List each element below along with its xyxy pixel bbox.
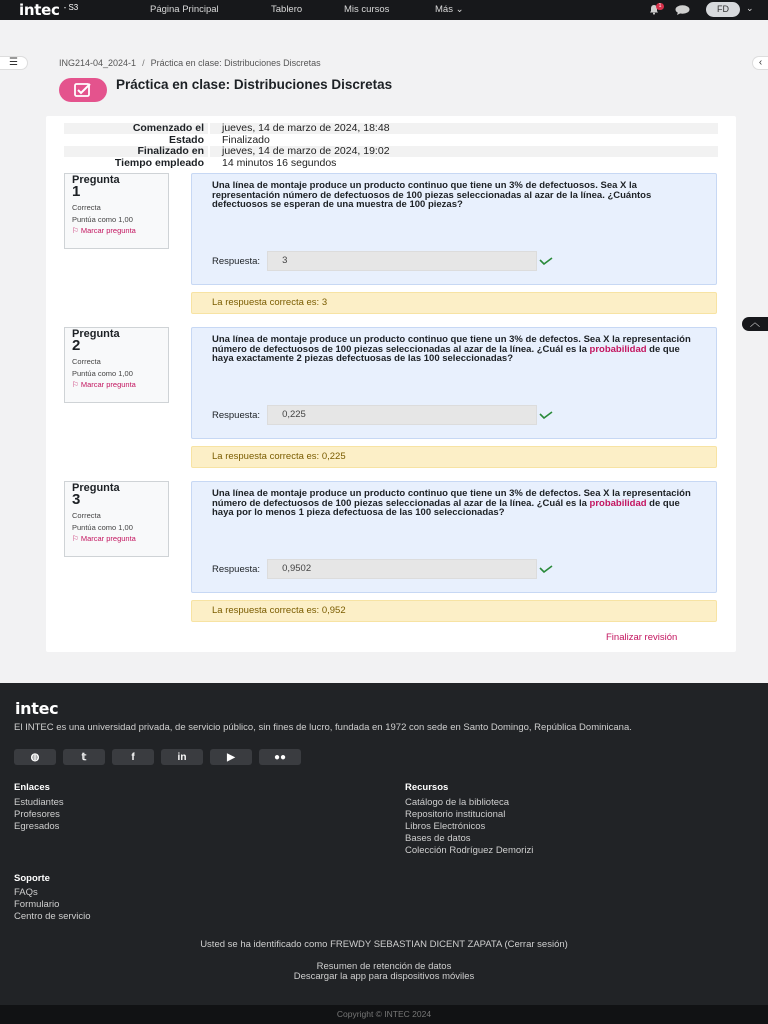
- footer-link[interactable]: Centro de servicio: [14, 911, 91, 922]
- soporte-heading: Soporte: [14, 873, 50, 884]
- answer-input[interactable]: 0,9502: [267, 559, 537, 579]
- nav-my-courses[interactable]: Mis cursos: [344, 4, 390, 15]
- answer-row: [212, 559, 553, 579]
- summary-row: [64, 146, 718, 157]
- summary-label: Comenzado el: [64, 123, 210, 134]
- answer-label: Respuesta:: [212, 255, 261, 267]
- breadcrumb-separator: /: [142, 58, 145, 68]
- feedback-correct-answer: La respuesta correcta es: 3: [191, 292, 717, 314]
- answer-label: Respuesta:: [212, 563, 261, 575]
- flag-question-button[interactable]: [72, 535, 161, 543]
- question-index: 1: [72, 183, 81, 200]
- footer-link[interactable]: FAQs: [14, 887, 38, 898]
- facebook-icon: f: [131, 751, 135, 763]
- summary-value: jueves, 14 de marzo de 2024, 18:48: [222, 122, 390, 134]
- nav-dashboard[interactable]: Tablero: [271, 4, 303, 15]
- footer-link[interactable]: Catálogo de la biblioteca: [405, 797, 510, 808]
- campus-label: - S3: [63, 3, 79, 12]
- course-index-toggle[interactable]: [0, 56, 28, 70]
- chevron-left-icon: ‹: [758, 57, 763, 68]
- question-index: 3: [72, 491, 81, 508]
- flag-label: Marcar pregunta: [80, 380, 136, 389]
- back-to-top-button[interactable]: [742, 317, 768, 331]
- nav-more[interactable]: [435, 4, 464, 15]
- breadcrumb-course[interactable]: ING214-04_2024-1: [59, 58, 137, 68]
- nav-home[interactable]: Página Principal: [150, 4, 219, 15]
- flag-question-button[interactable]: [72, 227, 161, 235]
- answer-input[interactable]: 0,225: [267, 405, 537, 425]
- question-points: Puntúa como 1,00: [72, 215, 133, 224]
- block-drawer-toggle[interactable]: [752, 56, 768, 70]
- top-navbar: [0, 0, 768, 20]
- question-box-1: [191, 173, 717, 285]
- breadcrumb: [59, 58, 321, 68]
- footer-logo: intec: [15, 699, 59, 718]
- flag-label: Marcar pregunta: [80, 226, 136, 235]
- footer-link[interactable]: Estudiantes: [14, 797, 64, 808]
- nav-more-label: Más: [435, 4, 453, 15]
- summary-value: 14 minutos 16 segundos: [222, 156, 337, 169]
- copyright: Copyright © INTEC 2024: [0, 1005, 768, 1024]
- answer-input[interactable]: 3: [267, 251, 537, 271]
- globe-icon: ◍: [30, 751, 40, 763]
- footer-link[interactable]: Profesores: [14, 809, 60, 820]
- question-highlight[interactable]: probabilidad: [589, 343, 647, 355]
- flickr-icon: ●●: [273, 751, 287, 763]
- enlaces-heading: Enlaces: [14, 782, 50, 793]
- youtube-button[interactable]: [210, 749, 252, 765]
- user-avatar[interactable]: FD: [706, 2, 740, 17]
- question-text-part: de que haya exactamente 2 piezas defectuosas de las 100 seleccionadas?: [212, 343, 680, 365]
- flag-question-button[interactable]: [72, 381, 161, 389]
- chevron-down-icon: ⌄: [455, 4, 464, 15]
- soporte-list: [14, 887, 91, 923]
- summary-value: jueves, 14 de marzo de 2024, 19:02: [222, 145, 390, 158]
- chevron-down-icon[interactable]: ⌄: [746, 3, 754, 13]
- mobile-app-link[interactable]: Descargar la app para dispositivos móviles: [293, 971, 475, 982]
- summary-value: Finalizado: [222, 133, 270, 146]
- youtube-icon: ▶: [227, 751, 235, 763]
- footer: [0, 683, 768, 1024]
- linkedin-icon: in: [177, 751, 187, 763]
- question-status: Correcta: [72, 511, 101, 520]
- recursos-list: [405, 797, 533, 857]
- check-icon: [539, 565, 553, 573]
- enlaces-list: [14, 797, 64, 833]
- answer-row: [212, 405, 553, 425]
- social-links: [14, 749, 301, 765]
- question-highlight[interactable]: probabilidad: [589, 497, 647, 509]
- question-points: Puntúa como 1,00: [72, 523, 133, 532]
- breadcrumb-quiz[interactable]: Práctica en clase: Distribuciones Discretas: [150, 58, 321, 68]
- footer-link[interactable]: Egresados: [14, 821, 60, 832]
- question-points: Puntúa como 1,00: [72, 369, 133, 378]
- question-text: [212, 489, 702, 518]
- data-retention-link[interactable]: Resumen de retención de datos: [316, 961, 452, 972]
- question-text: [212, 181, 702, 210]
- question-box-3: [191, 481, 717, 593]
- summary-label: Tiempo empleado: [64, 158, 210, 169]
- question-info-2: [64, 327, 169, 403]
- question-index: 2: [72, 337, 81, 354]
- question-box-2: [191, 327, 717, 439]
- question-text-part: Una línea de montaje produce un producto continuo que tiene un 3% de defectuosos. Sea X la representación número de defectuosos de 100 piezas seleccionadas al azar de la línea. ¿Cuántos defectuosos se esperan de una muestra de 100 piezas?: [212, 180, 652, 211]
- question-text: [212, 335, 702, 364]
- twitter-icon: 𝕥: [81, 751, 87, 763]
- finish-review-link[interactable]: Finalizar revisión: [606, 632, 678, 643]
- summary-row: [64, 135, 718, 146]
- summary-row: [64, 158, 718, 169]
- flag-icon: ⚐: [72, 226, 79, 235]
- footer-link[interactable]: Bases de datos: [405, 833, 471, 844]
- footer-description: El INTEC es una universidad privada, de servicio público, sin fines de lucro, fundada en 1972 con sede en Santo Domingo, República Dominicana.: [14, 722, 632, 733]
- flag-icon: ⚐: [72, 534, 79, 543]
- question-label: Pregunta: [72, 328, 120, 340]
- linkedin-button[interactable]: [161, 749, 203, 765]
- website-button[interactable]: [14, 749, 56, 765]
- facebook-button[interactable]: [112, 749, 154, 765]
- chat-icon[interactable]: [675, 5, 690, 15]
- quiz-icon: [59, 78, 107, 102]
- flickr-button[interactable]: [259, 749, 301, 765]
- question-status: Correcta: [72, 357, 101, 366]
- question-label: Pregunta: [72, 482, 120, 494]
- footer-link[interactable]: Repositorio institucional: [405, 809, 506, 820]
- question-text-part: Una línea de montaje produce un producto continuo que tiene un 3% de defectos. Sea X la representación número de defectuosos de 100 piezas seleccionadas al azar de la línea. ¿Cuál es la: [212, 488, 691, 509]
- question-number: [72, 329, 161, 353]
- check-icon: [539, 257, 553, 265]
- question-status: Correcta: [72, 203, 101, 212]
- twitter-button[interactable]: [63, 749, 105, 765]
- summary-label: Finalizado en: [64, 146, 210, 157]
- chevron-up-icon: ︿: [750, 318, 760, 329]
- footer-link[interactable]: Libros Electrónicos: [405, 821, 486, 832]
- feedback-correct-answer: La respuesta correcta es: 0,952: [191, 600, 717, 622]
- flag-label: Marcar pregunta: [80, 534, 136, 543]
- page-title: Práctica en clase: Distribuciones Discretas: [116, 77, 393, 92]
- flag-icon: ⚐: [72, 380, 79, 389]
- answer-label: Respuesta:: [212, 409, 261, 421]
- summary-row: [64, 123, 718, 134]
- notification-badge: 1: [656, 3, 664, 10]
- footer-link[interactable]: Formulario: [14, 899, 60, 910]
- question-label: Pregunta: [72, 174, 120, 186]
- footer-link[interactable]: Colección Rodríguez Demorizi: [405, 845, 534, 856]
- answer-row: [212, 251, 553, 271]
- question-info-1: [64, 173, 169, 249]
- question-text-part: Una línea de montaje produce un producto continuo que tiene un 3% de defectos. Sea X la representación número de defectuosos de 100 piezas seleccionadas al azar de la línea. ¿Cuál es la: [212, 334, 691, 355]
- list-icon: ☰: [9, 57, 18, 68]
- question-number: [72, 175, 161, 199]
- check-icon: [539, 411, 553, 419]
- attempt-summary-table: [64, 123, 718, 169]
- question-info-3: [64, 481, 169, 557]
- logged-in-info[interactable]: Usted se ha identificado como FREWDY SEBASTIAN DICENT ZAPATA (Cerrar sesión): [200, 939, 568, 950]
- site-logo[interactable]: intec: [19, 1, 60, 19]
- feedback-correct-answer: La respuesta correcta es: 0,225: [191, 446, 717, 468]
- question-number: [72, 483, 161, 507]
- recursos-heading: Recursos: [405, 782, 449, 793]
- question-text-part: de que haya por lo menos 1 pieza defectuosa de las 100 seleccionadas?: [212, 497, 680, 519]
- summary-label: Estado: [64, 135, 210, 146]
